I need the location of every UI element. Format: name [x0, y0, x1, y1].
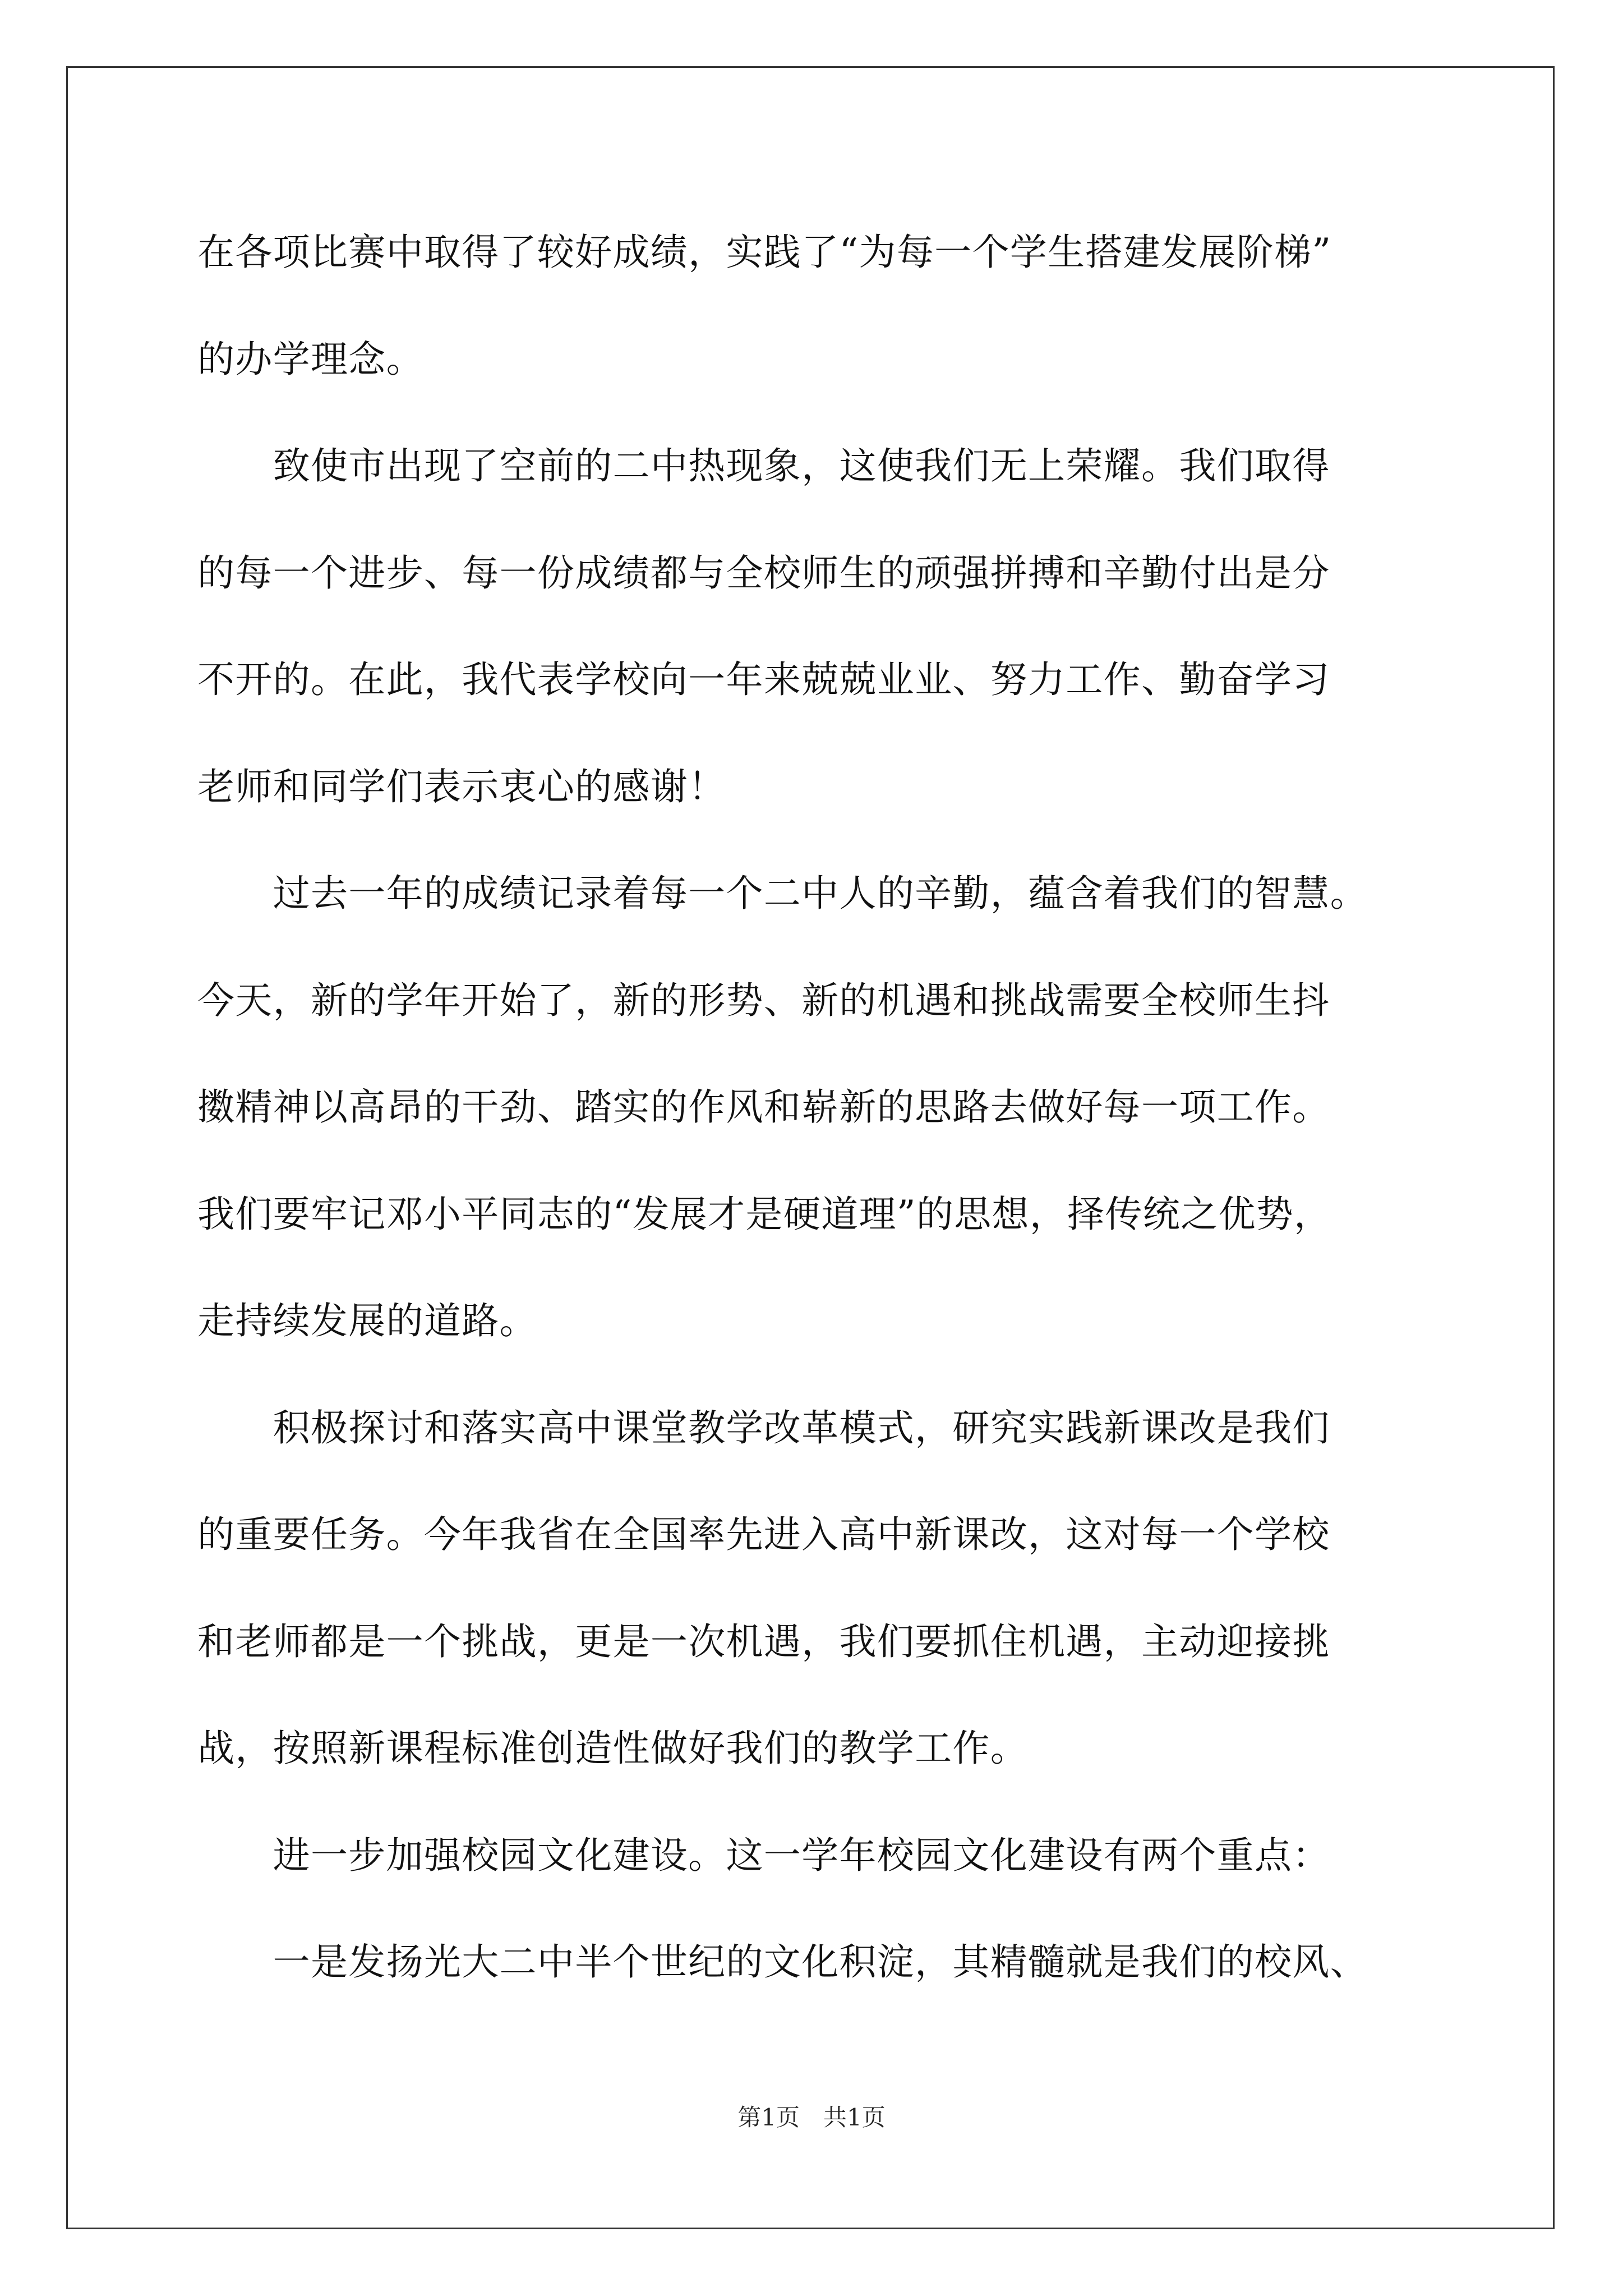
text-line: 和老师都是一个挑战，更是一次机遇，我们要抓住机遇，主动迎接挑 — [197, 1619, 1330, 1663]
page-footer: 第1页 共1页 — [737, 2104, 886, 2131]
text-line: 擞精神以高昂的干劲、踏实的作风和崭新的思路去做好每一项工作。 — [197, 1085, 1330, 1129]
text-line: 的每一个进步、每一份成绩都与全校师生的顽强拼搏和辛勤付出是分 — [197, 551, 1330, 595]
text-line: 老师和同学们表示衷心的感谢！ — [197, 765, 726, 808]
text-line: 走持续发展的道路。 — [197, 1299, 537, 1342]
document-body — [197, 199, 1431, 2016]
text-line: 的重要任务。今年我省在全国率先进入高中新课改，这对每一个学校 — [197, 1513, 1330, 1556]
text-line: 我们要牢记邓小平同志的“发展才是硬道理”的思想，择传统之优势， — [197, 1192, 1332, 1236]
text-line: 的办学理念。 — [197, 337, 424, 381]
text-line: 不开的。在此，我代表学校向一年来兢兢业业、努力工作、勤奋学习 — [197, 658, 1330, 701]
text-line: 进一步加强校园文化建设。这一学年校园文化建设有两个重点： — [197, 1833, 1330, 1877]
text-line: 致使市出现了空前的二中热现象，这使我们无上荣耀。我们取得 — [197, 444, 1330, 487]
text-line: 今天，新的学年开始了，新的形势、新的机遇和挑战需要全校师生抖 — [197, 978, 1330, 1022]
text-line: 在各项比赛中取得了较好成绩，实践了“为每一个学生搭建发展阶梯” — [197, 231, 1332, 274]
text-line: 积极探讨和落实高中课堂教学改革模式，研究实践新课改是我们 — [197, 1406, 1330, 1450]
text-line: 过去一年的成绩记录着每一个二中人的辛勤，蕴含着我们的智慧。 — [197, 872, 1368, 915]
text-line: 战，按照新课程标准创造性做好我们的教学工作。 — [197, 1727, 1029, 1770]
text-line: 一是发扬光大二中半个世纪的文化积淀，其精髓就是我们的校风、 — [197, 1940, 1368, 1984]
